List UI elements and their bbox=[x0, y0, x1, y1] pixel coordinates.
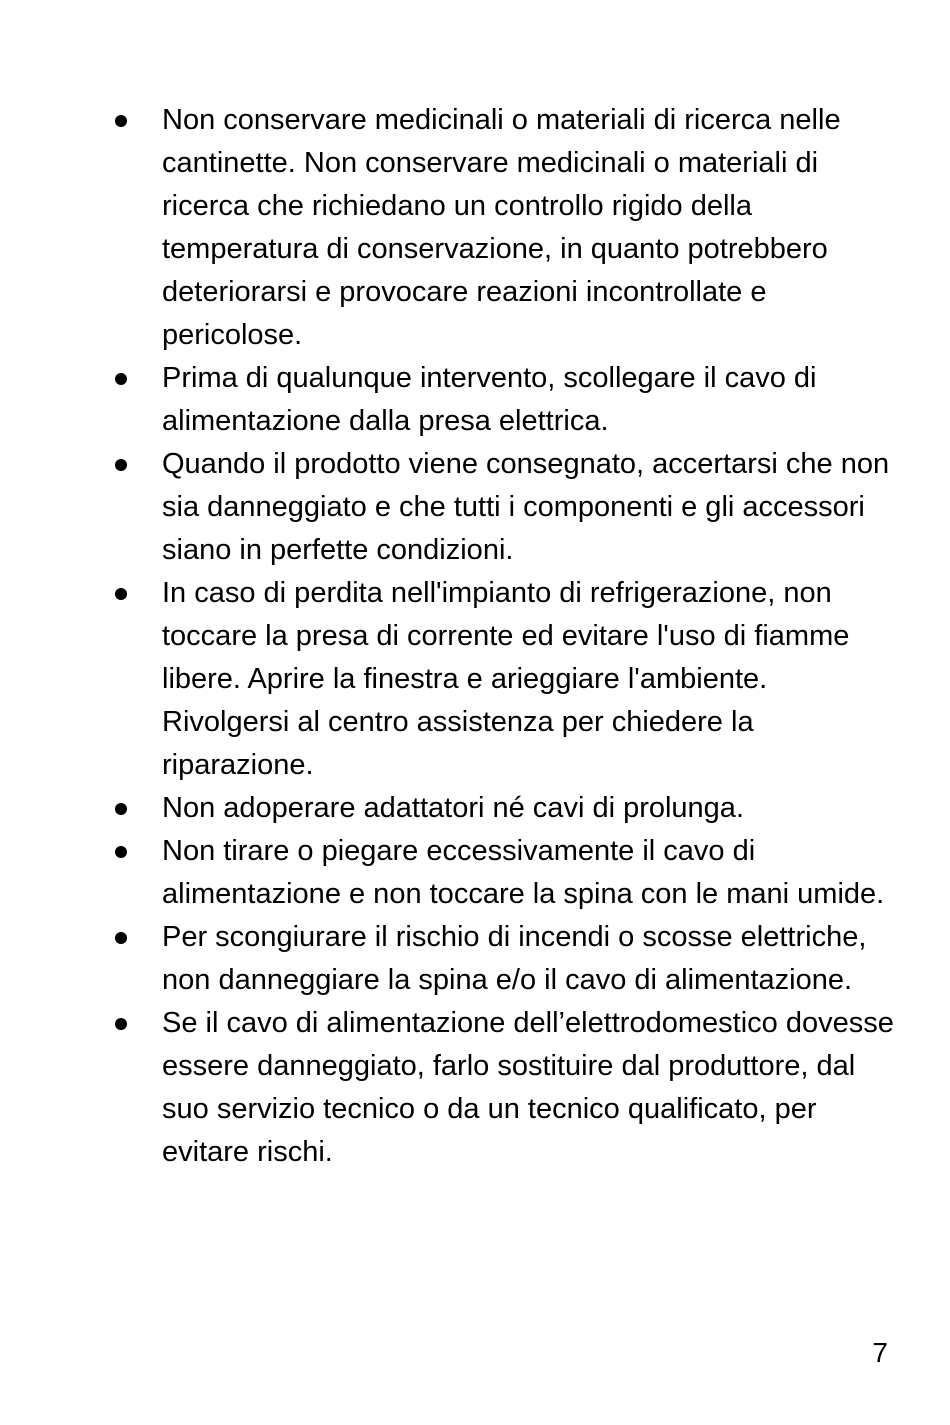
bullet-icon bbox=[115, 459, 127, 471]
list-item bbox=[110, 443, 900, 572]
bullet-icon bbox=[115, 588, 127, 600]
list-item bbox=[110, 572, 900, 787]
bullet-icon bbox=[115, 373, 127, 385]
bullet-icon bbox=[115, 803, 127, 815]
list-item bbox=[110, 830, 900, 916]
list-item bbox=[110, 1002, 900, 1174]
list-item-text: Non tirare o piegare eccessivamente il cavo di alimentazione e non toccare la spina con le mani umide. bbox=[162, 835, 885, 910]
list-item-text: Per scongiurare il rischio di incendi o scosse elettriche, non danneggiare la spina e/o il cavo di alimentazione. bbox=[162, 921, 867, 996]
list-item bbox=[110, 916, 900, 1002]
list-item-text: Non adoperare adattatori né cavi di prolunga. bbox=[162, 792, 744, 824]
bullet-icon bbox=[115, 1018, 127, 1030]
list-item-text: Quando il prodotto viene consegnato, accertarsi che non sia danneggiato e che tutti i componenti e gli accessori siano in perfette condizioni. bbox=[162, 448, 890, 566]
list-item bbox=[110, 357, 900, 443]
bullet-icon bbox=[115, 932, 127, 944]
list-item-text: Non conservare medicinali o materiali di ricerca nelle cantinette. Non conservare medicinali o materiali di ricerca che richiedano un controllo rigido della temperatura di conservazione, in quanto potrebbero deteriorarsi e provocare reazioni incontrollate e pericolose. bbox=[162, 104, 841, 351]
list-item-text: Se il cavo di alimentazione dell’elettrodomestico dovesse essere danneggiato, farlo sostituire dal produttore, dal suo servizio tecnico o da un tecnico qualificato, per evitare rischi. bbox=[162, 1007, 894, 1168]
list-item-text: Prima di qualunque intervento, scollegare il cavo di alimentazione dalla presa elettrica. bbox=[162, 362, 817, 437]
bullet-icon bbox=[115, 115, 127, 127]
list-item-text: In caso di perdita nell'impianto di refrigerazione, non toccare la presa di corrente ed evitare l'uso di fiamme libere. Aprire la finestra e arieggiare l'ambiente. Rivolgersi al centro assistenza per chiedere la riparazione. bbox=[162, 577, 850, 781]
safety-bullet-list bbox=[110, 99, 900, 1174]
page-number: 7 bbox=[872, 1337, 888, 1368]
list-item bbox=[110, 787, 900, 830]
bullet-icon bbox=[115, 846, 127, 858]
list-item bbox=[110, 99, 900, 357]
